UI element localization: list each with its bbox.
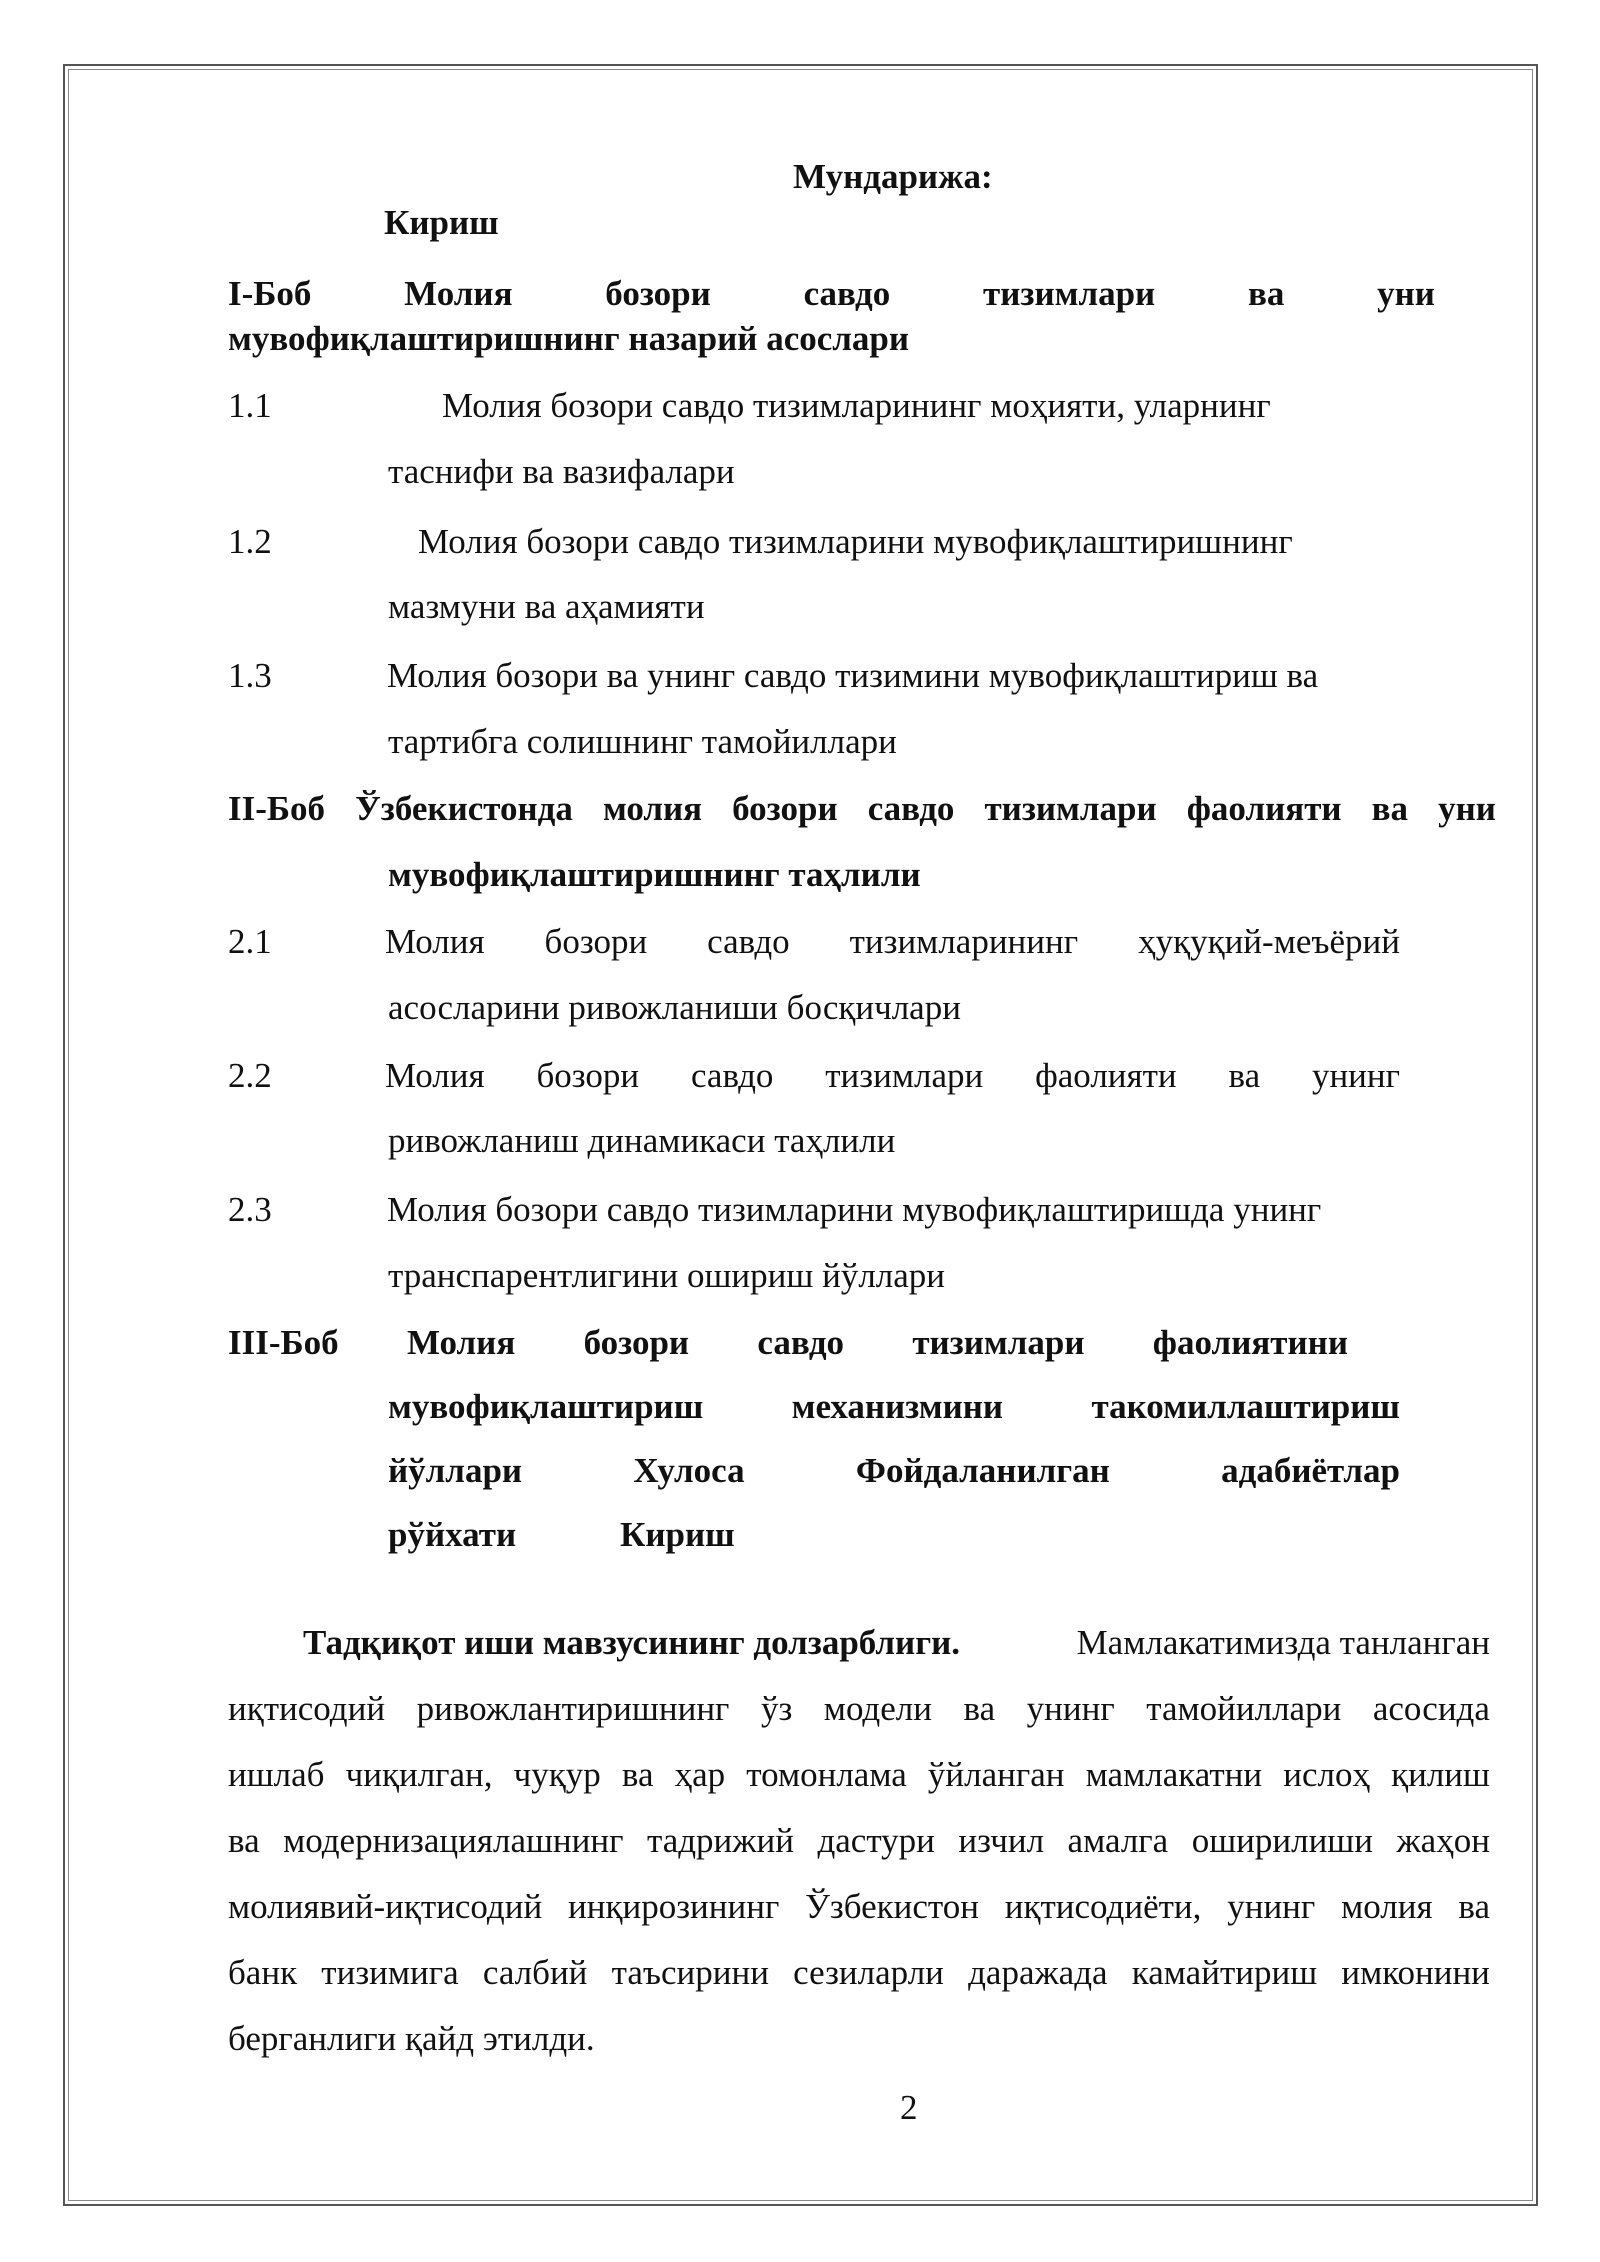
toc-chapter2-heading-cont: мувофиқлаштиришнинг таҳлили [388,855,921,894]
page-number: 2 [900,2088,918,2127]
toc-word: савдо [867,789,955,828]
toc-word: савдо [757,1323,845,1362]
toc-section-number: 2.2 [228,1056,272,1095]
toc-chapter3-heading-cont: Кириш [620,1515,735,1554]
toc-word: савдо [690,1056,774,1095]
toc-section-title-cont: ривожланиш динамикаси таҳлили [388,1121,896,1160]
toc-section-number: 2.1 [228,922,272,961]
toc-section-title-cont: транспарентлигини ошириш йўллари [388,1256,946,1295]
toc-word: тизимлари [825,1056,984,1095]
toc-section-number: 1.1 [228,386,272,425]
toc-word: бозори [544,922,648,961]
toc-word: молия [602,789,703,828]
toc-word: такомиллаштириш [1091,1387,1400,1426]
toc-word: бозори [605,274,711,313]
toc-section-title: Молия бозори ва унинг савдо тизимини мувофиқлаштириш ва [387,656,1319,695]
toc-section-number: 1.2 [228,522,272,561]
toc-section-title-cont: мазмуни ва аҳамияти [388,587,705,626]
toc-word: уни [1377,274,1435,313]
toc-chapter3-heading-cont: рўйхати [388,1515,517,1554]
paragraph-line: берганлиги қайд этилди. [228,2019,595,2058]
toc-word: Молия [385,922,485,961]
intro-paragraph [228,1610,1490,2072]
toc-word: савдо [803,274,891,313]
toc-section-title: Молия бозори савдо тизимларини мувофиқлаштиришда унинг [387,1190,1322,1229]
toc-word: Фойдаланилган [855,1451,1110,1490]
toc-word: тизимлари [984,789,1157,828]
toc-word: фаолияти [1035,1056,1177,1095]
toc-word: фаолияти [1186,789,1342,828]
paragraph-lead: Тадқиқот иши мавзусининг долзарблиги. [303,1623,961,1662]
toc-word: бозори [732,789,838,828]
toc-word: ва [1247,274,1285,313]
toc-chapter3-heading-cont [388,1451,1400,1491]
toc-section-title-cont: асосларини ривожланиши босқичлари [388,988,961,1027]
toc-section-number: 1.3 [228,656,272,695]
toc-section-title [385,922,1400,962]
toc-word: тизимларининг [849,922,1079,961]
toc-word: тизимлари [912,1323,1085,1362]
toc-section-title [385,1056,1400,1096]
toc-word: унинг [1311,1056,1400,1095]
toc-word: механизмини [791,1387,1004,1426]
toc-chapter1-heading-cont: мувофиқлаштиришнинг назарий асослари [228,319,910,358]
paragraph-line [228,1610,1490,1676]
toc-chapter3-heading [228,1323,1348,1363]
toc-word: III-Боб [228,1323,339,1362]
paragraph-line: ишлаб чиқилган, чуқур ва ҳар томонлама ўйланган мамлакатни ислоҳ қилиш [228,1755,1490,1794]
toc-section-number: 2.3 [228,1190,272,1229]
toc-word: тизимлари [983,274,1156,313]
toc-section-title-cont: таснифи ва вазифалари [388,452,735,491]
toc-word: уни [1438,789,1496,828]
toc-word: бозори [583,1323,690,1362]
toc-word: Хулоса [633,1451,745,1490]
paragraph-line: иқтисодий ривожлантиришнинг ўз модели ва унинг тамойиллари асосида [228,1689,1490,1728]
paragraph-text: Мамлакатимизда танланган [1076,1623,1490,1662]
toc-title: Мундарижа: [793,157,993,196]
toc-word: савдо [707,922,790,961]
toc-word: Ўзбекистонда [355,789,573,828]
toc-word: I-Боб [228,274,312,313]
toc-word: адабиётлар [1221,1451,1400,1490]
toc-word: ва [1228,1056,1261,1095]
toc-chapter1-heading [228,274,1435,314]
toc-intro: Кириш [384,203,499,242]
toc-section-title-cont: тартибга солишнинг тамойиллари [388,722,897,761]
paragraph-line: банк тизимига салбий таъсирини сезиларли даражада камайтириш имконини [228,1953,1490,1992]
toc-word: ҳуқуқий-меъёрий [1138,922,1400,961]
toc-word: фаолиятини [1152,1323,1348,1362]
toc-word: Молия [406,1323,516,1362]
toc-section-title: Молия бозори савдо тизимларини мувофиқлаштиришнинг [418,522,1293,561]
toc-word: Молия [404,274,513,313]
toc-word: II-Боб [228,789,326,828]
toc-word: мувофиқлаштириш [388,1387,704,1426]
toc-word: Молия [385,1056,485,1095]
toc-chapter2-heading [228,789,1496,829]
toc-section-title: Молия бозори савдо тизимларининг моҳияти, уларнинг [442,386,1271,425]
toc-word: ва [1371,789,1409,828]
toc-word: йўллари [388,1451,523,1490]
toc-word: бозори [536,1056,640,1095]
paragraph-line: молиявий-иқтисодий инқирозининг Ўзбекистон иқтисодиёти, унинг молия ва [228,1887,1490,1926]
toc-chapter3-heading-cont [388,1387,1400,1427]
paragraph-line: ва модернизациялашнинг тадрижий дастури изчил амалга оширилиши жаҳон [228,1821,1490,1860]
